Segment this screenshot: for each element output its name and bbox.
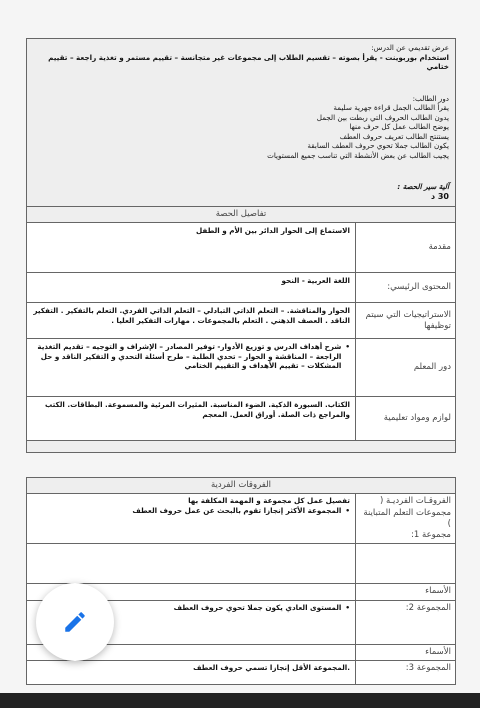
timing bbox=[33, 182, 449, 202]
goal-item: يوضح الطالب عمل كل حرف منها bbox=[349, 122, 449, 131]
bullet-icon: • bbox=[345, 505, 350, 515]
goal-item: يدون الطالب الحروف التي ربطت بين الجمل bbox=[316, 112, 449, 122]
lesson-overview-section bbox=[27, 39, 456, 207]
student-role-label: دور الطالب: bbox=[412, 93, 449, 103]
pencil-icon bbox=[62, 609, 88, 635]
goal-item: يستنتج الطالب تعريف حروف العطف bbox=[339, 131, 449, 141]
intro-content: الاستماع إلى الحوار الدائر بين الأم و الطفل bbox=[27, 223, 356, 273]
presentation-label: عرض تقديمي عن الدرس: bbox=[371, 43, 449, 52]
strategies-label: الاستراتيجيات التي سيتم توظيفها bbox=[356, 303, 456, 339]
presentation-strategies: استخدام بوربوينت - يقرأ بصوته – تقسيم الطلاب إلى مجموعات غير متجانسة – تقييم مستمر و تغذية راجعة – تقييم ختامي bbox=[48, 52, 449, 71]
goal-item: يقرأ الطالب الجمل قراءة جهرية سليمة bbox=[333, 103, 449, 112]
bullet-icon: • bbox=[345, 602, 350, 612]
main-content-label: المحتوى الرئيسي: bbox=[356, 273, 456, 303]
differentiation-intro-content bbox=[27, 494, 356, 544]
differentiation-header: الفروقات الفردية bbox=[27, 478, 456, 494]
group-2-text: المستوى العادي يكون جملا تحوي حروف العطف bbox=[173, 602, 342, 612]
names-label: الأسماء bbox=[356, 644, 456, 660]
timing-value: 30 د bbox=[430, 191, 449, 201]
group-2-label: المجموعة 2: bbox=[356, 600, 456, 644]
lesson-details-header: تفاصيل الحصة bbox=[27, 207, 456, 223]
edit-fab-button[interactable] bbox=[36, 583, 114, 661]
names-label: الأسماء bbox=[356, 584, 456, 600]
teacher-role-content bbox=[27, 339, 356, 397]
goal-item: يكون الطالب جملا تحوي حروف العطف السابقة bbox=[307, 141, 449, 150]
intro-content-text: تفصيل عمل كل مجموعة و المهمة المكلفة بها bbox=[188, 496, 350, 506]
teacher-role-text: شرح أهداف الدرس و توزيع الأدوار- توفير المصادر – الإشراف و التوجيه – تقديم التغذية الراجعة – المناقشة و الحوار – تحدي الطلبة – طرح أسئلة التحدي و التفكير الناقد و حل المشكلات – تقييم الأهداف و التقييم الختامي bbox=[37, 342, 342, 371]
materials-content: الكتاب. السبورة الذكية. الضوء المناسبة. المثيرات المرئية والمسموعة. البطاقات. الكتب والمراجع ذات الصلة. أوراق العمل. المعجم bbox=[27, 397, 356, 441]
timing-label: آلية سير الحصة : bbox=[397, 182, 449, 191]
group-1-spacer bbox=[356, 544, 456, 584]
main-content-value: اللغة العربية - النحو bbox=[27, 273, 356, 303]
differentiation-intro-label bbox=[356, 494, 456, 544]
intro-label: مقدمة bbox=[356, 223, 456, 273]
group-3-content: .المجموعة الأقل إنجازا تسمي حروف العطف bbox=[27, 660, 356, 684]
table-footer-row bbox=[27, 441, 456, 453]
group-1-label: مجموعة 1: bbox=[411, 530, 451, 541]
bullet-icon: • bbox=[345, 342, 350, 352]
lesson-plan-table bbox=[26, 38, 456, 453]
goal-item: يجيب الطالب عن بعض الأنشطة التي تناسب جميع المستويات bbox=[267, 150, 449, 160]
intro-label-text: الفروقـات الفرديـة ( مجموعات التعلم المتباينة ) bbox=[363, 496, 451, 529]
group-1-content: المجموعة الأكثر إنجازا تقوم بالبحث عن عمل حروف العطف bbox=[132, 505, 342, 515]
group-1-space bbox=[27, 544, 356, 584]
materials-label: لوازم ومواد تعليمية bbox=[356, 397, 456, 441]
system-navigation-bar bbox=[0, 693, 480, 708]
student-role-goals bbox=[33, 94, 449, 161]
group-3-label: المجموعة 3: bbox=[356, 660, 456, 684]
strategies-content: الحوار والمناقشة. – التعلم الذاتي التبادلي – التعلم الذاتي الفردي. التعلم بالتفكير . التفكير الناقد . العصف الذهني . التعلم بالمجموعات . مهارات التفكير العليا . bbox=[27, 303, 356, 339]
teacher-role-label: دور المعلم bbox=[356, 339, 456, 397]
